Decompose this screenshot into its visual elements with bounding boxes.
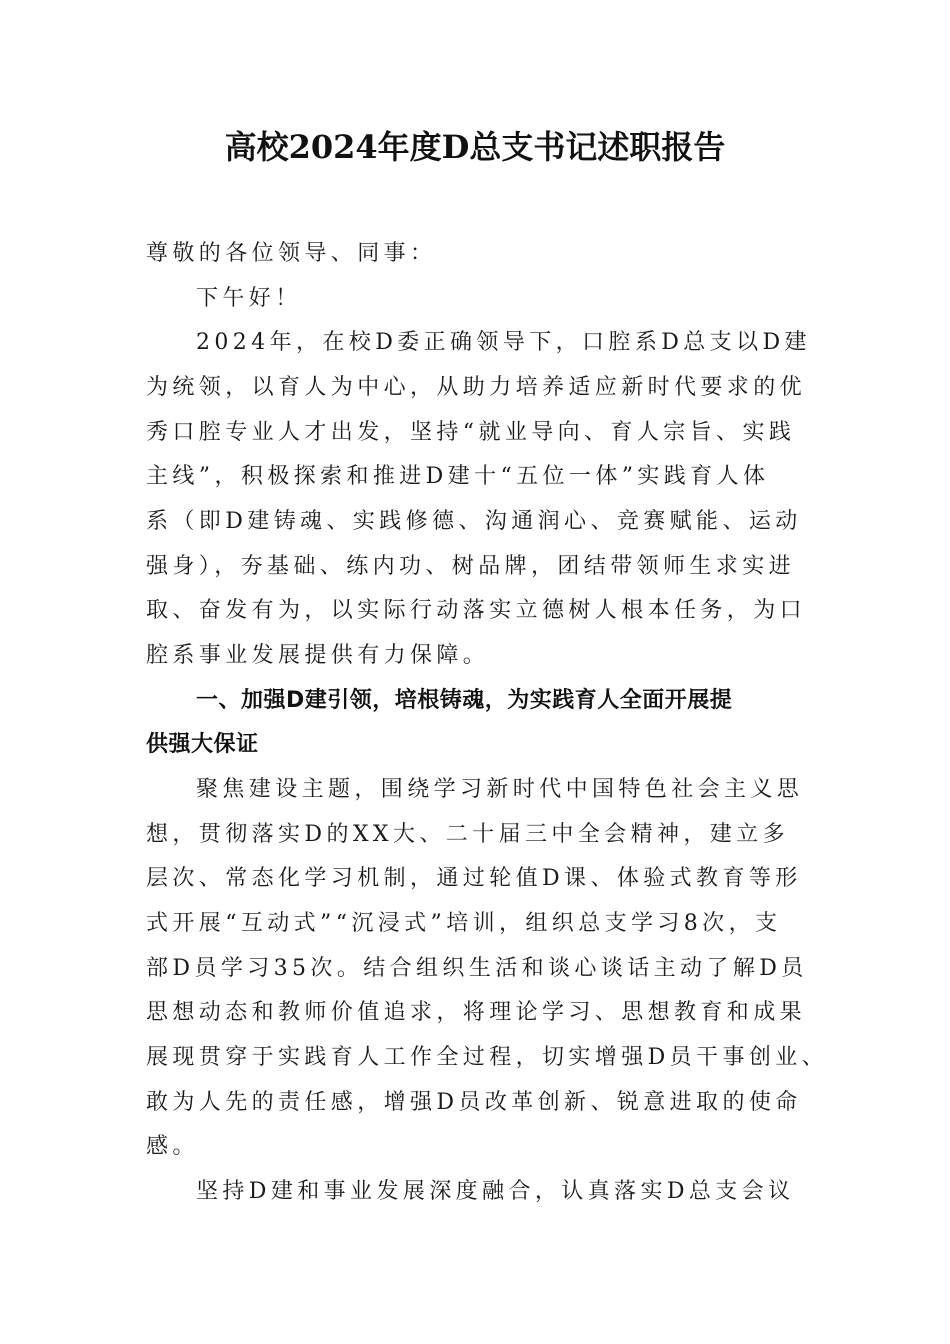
paragraph-line: 坚持D建和事业发展深度融合，认真落实D总支会议 xyxy=(196,1179,795,1204)
salutation: 尊敬的各位领导、同事： xyxy=(146,241,437,266)
paragraph-line: 强身），夯基础、练内功、树品牌，团结带领师生求实进 xyxy=(146,554,796,579)
paragraph-line: 想，贯彻落实D的XX大、二十届三中全会精神，建立多 xyxy=(146,822,789,847)
paragraph-line: 腔系事业发展提供有力保障。 xyxy=(146,643,490,668)
section-heading-line: 供强大保证 xyxy=(146,732,259,757)
paragraph-line: 主线”，积极探索和推进D建十“五位一体”实践育人体 xyxy=(146,464,770,489)
section-heading-line: 一、加强D建引领，培根铸魂，为实践育人全面开展提 xyxy=(196,688,733,713)
paragraph-line: 思想动态和教师价值追求，将理论学习、思想教育和成果 xyxy=(146,1000,807,1025)
paragraph-line: 取、奋发有为，以实际行动落实立德树人根本任务，为口 xyxy=(146,598,807,623)
paragraph-line: 敢为人先的责任感，增强D员改革创新、锐意进取的使命 xyxy=(146,1090,802,1115)
paragraph-line: 层次、常态化学习机制，通过轮值D课、体验式教育等形 xyxy=(146,866,802,891)
paragraph-line: 系（即D建铸魂、实践修德、沟通润心、竞赛赋能、运动 xyxy=(146,509,802,534)
greeting: 下午好！ xyxy=(196,286,302,311)
paragraph-line: 式开展“互动式”“沉浸式”培训，组织总支学习8次，支 xyxy=(146,911,782,936)
document-title: 高校2024年度D总支书记述职报告 xyxy=(224,128,726,166)
paragraph-line: 2024年，在校D委正确领导下，口腔系D总支以D建 xyxy=(196,330,811,355)
paragraph-line: 感。 xyxy=(146,1134,199,1159)
paragraph-line: 聚焦建设主题，围绕学习新时代中国特色社会主义思 xyxy=(196,777,804,802)
paragraph-line: 展现贯穿于实践育人工作全过程，切实增强D员干事创业、 xyxy=(146,1045,829,1070)
paragraph-line: 秀口腔专业人才出发，坚持“就业导向、育人宗旨、实践 xyxy=(146,420,796,445)
paragraph-line: 部D员学习35次。结合组织生活和谈心谈话主动了解D员 xyxy=(146,956,808,981)
paragraph-line: 为统领，以育人为中心，从助力培养适应新时代要求的优 xyxy=(146,375,807,400)
